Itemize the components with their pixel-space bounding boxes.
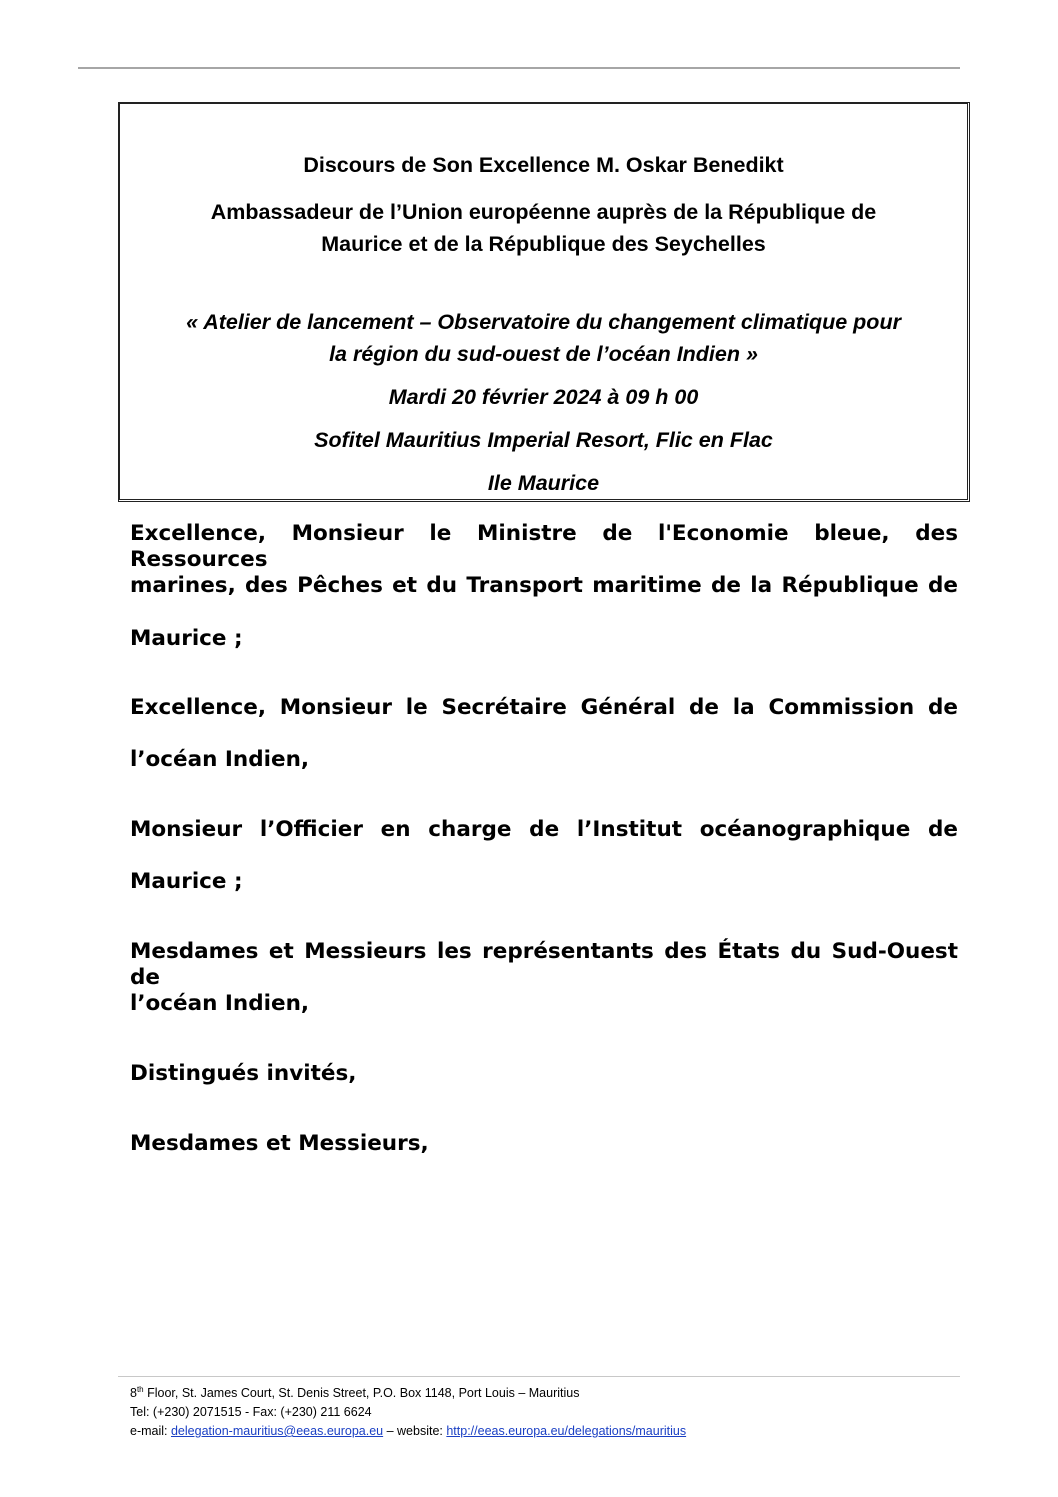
event-venue: Sofitel Mauritius Imperial Resort, Flic en Flac — [314, 428, 773, 452]
event-title-line-1: « Atelier de lancement – Observatoire du changement climatique pour — [186, 310, 901, 334]
salutation-6: Mesdames et Messieurs, — [130, 1131, 429, 1156]
salutation-3-line-1: Monsieur l’Officier en charge de l’Institut océanographique de — [130, 817, 958, 842]
footer-website-link[interactable]: http://eeas.europa.eu/delegations/mauritius — [446, 1424, 687, 1438]
footer-website-label: – website: — [383, 1424, 447, 1438]
event-date: Mardi 20 février 2024 à 09 h 00 — [388, 385, 699, 409]
footer-email-link[interactable]: delegation-mauritius@eeas.europa.eu — [170, 1424, 384, 1438]
salutation-1-line-3: Maurice ; — [130, 626, 243, 651]
footer-floor-suffix: th — [136, 1384, 144, 1394]
speaker-role-line-2: Maurice et de la République des Seychelles — [321, 232, 766, 256]
footer-address-text: Floor, St. James Court, St. Denis Street, P.O. Box 1148, Port Louis – Mauritius — [143, 1386, 580, 1400]
salutation-3-line-2: Maurice ; — [130, 869, 243, 894]
footer-contact — [130, 1423, 686, 1439]
salutation-4-line-1: Mesdames et Messieurs les représentants des États du Sud-Ouest de — [130, 939, 958, 990]
salutation-2-line-1: Excellence, Monsieur le Secrétaire Général de la Commission de — [130, 695, 958, 720]
event-location: Ile Maurice — [487, 471, 600, 495]
top-divider — [78, 67, 960, 69]
footer-address — [130, 1385, 579, 1401]
salutation-4-line-2: l’océan Indien, — [130, 991, 310, 1016]
speaker-role-line-1: Ambassadeur de l’Union européenne auprès de la République de — [210, 200, 877, 224]
footer-divider — [118, 1376, 960, 1377]
footer-floor-number: 8 — [130, 1386, 137, 1400]
salutation-2-line-2: l’océan Indien, — [130, 747, 310, 772]
event-title-line-2: la région du sud-ouest de l’océan Indien » — [329, 342, 758, 366]
speech-title: Discours de Son Excellence M. Oskar Benedikt — [303, 153, 784, 177]
salutation-1-line-2: marines, des Pêches et du Transport maritime de la République de — [130, 573, 958, 598]
salutation-1-line-1: Excellence, Monsieur le Ministre de l'Economie bleue, des Ressources — [130, 521, 958, 572]
speech-title-box — [118, 102, 970, 502]
salutation-5: Distingués invités, — [130, 1061, 357, 1086]
footer-email-label: e-mail: — [130, 1424, 171, 1438]
footer-phone-fax: Tel: (+230) 2071515 - Fax: (+230) 211 6624 — [130, 1405, 372, 1419]
